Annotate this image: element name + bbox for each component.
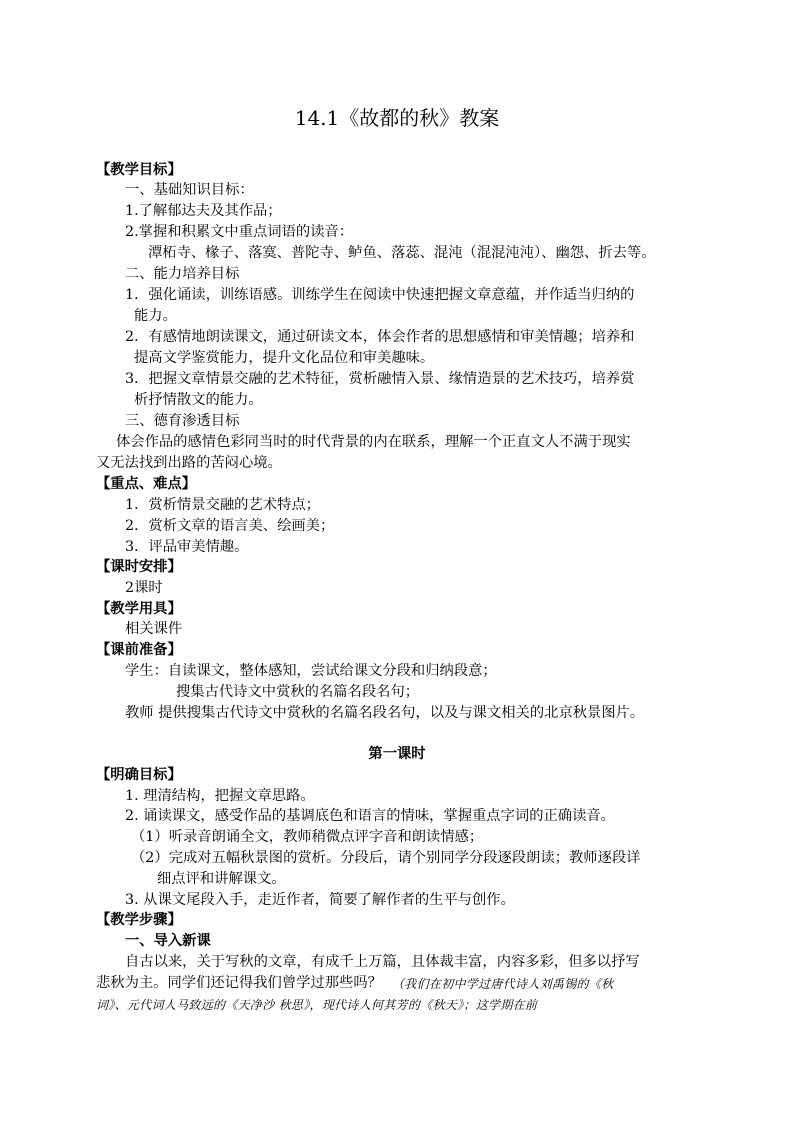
text-line: 2．有感情地朗读课文，通过研读文本，体会作者的思想感情和审美情趣；培养和 — [125, 329, 635, 345]
text-line: 悲秋为主。同学们还记得我们曾学过那些吗？ — [96, 975, 382, 991]
text-line: 相关课件 — [125, 621, 183, 637]
text-line: 搜集古代诗文中赏秋的名篇名段名句； — [176, 684, 420, 700]
text-line: 2.掌握和积累文中重点词语的读音： — [125, 224, 354, 240]
section-heading-teaching-steps: 【教学步骤】 — [96, 912, 182, 928]
section-heading-teaching-tools: 【教学用具】 — [96, 601, 182, 617]
subheading-basic-knowledge: 一、基础知识目标： — [125, 182, 254, 198]
text-line: （2）完成对五幅秋景图的赏析。分段后，请个别同学分段逐段朗读；教师逐段详 — [131, 850, 641, 866]
text-line: 3．评品审美情趣。 — [125, 539, 249, 555]
text-line: 潭柘寺、椽子、落寞、普陀寺、鲈鱼、落蕊、混沌（混混沌沌）、幽怨、折去等。 — [148, 245, 656, 261]
text-line: 自古以来，关于写秋的文章，有成千上万篇，且体裁丰富，内容多彩，但多以抒写 — [125, 954, 640, 970]
text-line: 细点评和讲解课文。 — [157, 871, 286, 887]
text-line: 1. 理清结构，把握文章思路。 — [125, 788, 315, 804]
text-line: 3．把握文章情景交融的艺术特征，赏析融情入景、缘情造景的艺术技巧，培养赏 — [125, 371, 635, 387]
subheading-moral-goals: 三、德育渗透目标 — [125, 413, 240, 429]
text-line: 教师 提供搜集古代诗文中赏秋的名篇名段名句，以及与课文相关的北京秋景图片。 — [125, 705, 645, 721]
section-heading-key-points: 【重点、难点】 — [96, 476, 197, 492]
section-heading-schedule: 【课时安排】 — [96, 559, 182, 575]
text-line: 能力。 — [134, 308, 177, 324]
text-line: 提高文学鉴赏能力，提升文化品位和审美趣味。 — [134, 350, 435, 366]
subheading-ability-goals: 二、能力培养目标 — [125, 266, 240, 282]
note-text: （我们在初中学过唐代诗人刘禹锡的《秋 — [392, 977, 614, 991]
lesson-heading-first-period: 第一课时 — [368, 746, 426, 762]
text-line: 3. 从课文尾段入手，走近作者，简要了解作者的生平与创作。 — [125, 892, 515, 908]
section-heading-teaching-goals: 【教学目标】 — [96, 162, 182, 178]
note-text: 词》、元代词人马致远的《天净沙 秋思》，现代诗人何其芳的《秋天》；这学期在前 — [96, 998, 538, 1012]
text-line: 析抒情散文的能力。 — [134, 392, 263, 408]
text-line: 1.了解郁达夫及其作品； — [125, 203, 282, 219]
subheading-introduction: 一、导入新课 — [125, 933, 211, 949]
text-line: 体会作品的感情色彩同当时的时代背景的内在联系，理解一个正直文人不满于现实 — [116, 434, 631, 450]
section-heading-preparation: 【课前准备】 — [96, 642, 182, 658]
text-line: 2. 诵读课文，感受作品的基调底色和语言的情味，掌握重点字词的正确读音。 — [125, 808, 615, 824]
text-line: 1．赏析情景交融的艺术特点； — [125, 497, 320, 513]
text-line: 2．赏析文章的语言美、绘画美； — [125, 518, 335, 534]
text-line: 1．强化诵读，训练语感。训练学生在阅读中快速把握文章意蕴，并作适当归纳的 — [125, 287, 635, 303]
page-title: 14.1《故都的秋》教案 — [294, 106, 500, 130]
text-line: 2课时 — [125, 580, 163, 596]
text-line: （1）听录音朗诵全文，教师稍微点评字音和朗读情感； — [131, 829, 484, 845]
text-line: 学生：自读课文，整体感知，尝试给课文分段和归纳段意； — [125, 663, 497, 679]
section-heading-clear-goals: 【明确目标】 — [96, 767, 182, 783]
text-line: 又无法找到出路的苦闷心境。 — [96, 455, 282, 471]
